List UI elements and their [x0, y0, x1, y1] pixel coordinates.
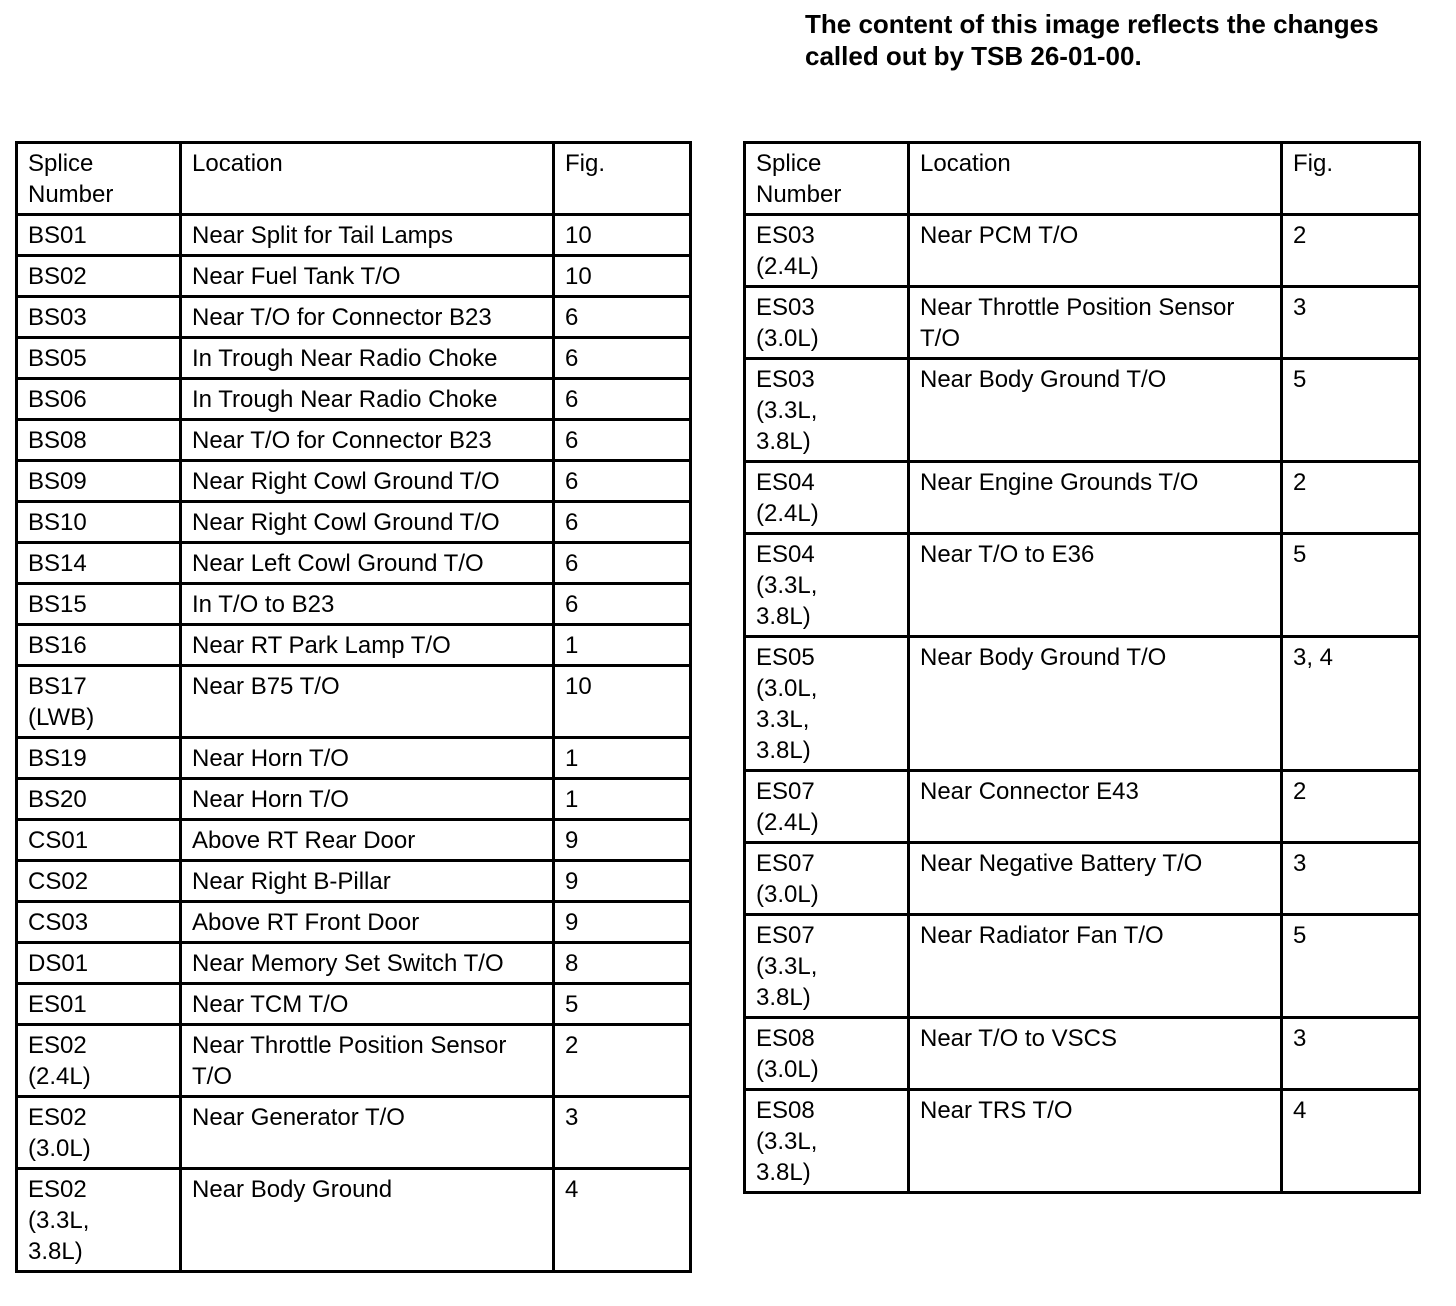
splice-number-cell-text: BS02 [28, 263, 87, 290]
splice-number-cell-text: BS01 [28, 222, 87, 249]
fig-cell [1282, 1018, 1420, 1090]
fig-cell [1282, 215, 1420, 287]
splice-number-cell-text: BS19 [28, 745, 87, 772]
splice-number-cell [745, 1090, 909, 1193]
splice-number-cell [745, 843, 909, 915]
table-row [745, 462, 1420, 534]
table-row [17, 625, 691, 666]
location-cell [181, 666, 554, 738]
location-cell-text: Near Body Ground T/O [920, 366, 1167, 393]
location-cell [909, 215, 1282, 287]
location-cell [181, 338, 554, 379]
splice-number-cell [17, 461, 181, 502]
splice-number-cell-text: BS20 [28, 786, 87, 813]
location-cell-text: Near PCM T/O [920, 222, 1079, 249]
table-row [745, 843, 1420, 915]
splice-number-cell [17, 820, 181, 861]
table-row [745, 534, 1420, 637]
table-row [17, 1169, 691, 1272]
location-cell-text: Near T/O to VSCS [920, 1025, 1117, 1052]
location-cell [181, 420, 554, 461]
table-row [17, 543, 691, 584]
fig-cell [554, 543, 691, 584]
location-cell [909, 915, 1282, 1018]
splice-number-cell [17, 1097, 181, 1169]
splice-number-cell-text: ES04 (2.4L) [756, 469, 819, 527]
fig-cell [554, 461, 691, 502]
fig-cell [554, 1097, 691, 1169]
table-row [17, 984, 691, 1025]
location-cell-text: In Trough Near Radio Choke [192, 386, 498, 413]
table-row [17, 215, 691, 256]
table-row [745, 915, 1420, 1018]
fig-cell-text: 9 [565, 868, 579, 895]
splice-number-cell-text: BS14 [28, 550, 87, 577]
location-cell [181, 584, 554, 625]
fig-cell [554, 215, 691, 256]
fig-cell-text: 9 [565, 827, 579, 854]
header-location-label: Location [192, 150, 283, 177]
location-cell [909, 637, 1282, 771]
splice-number-cell-text: ES08 (3.0L) [756, 1025, 819, 1083]
location-cell-text: Near Split for Tail Lamps [192, 222, 453, 249]
fig-cell-text: 10 [565, 222, 592, 249]
fig-cell [554, 779, 691, 820]
splice-number-cell [17, 902, 181, 943]
fig-cell-text: 5 [565, 991, 579, 1018]
splice-number-cell [17, 297, 181, 338]
location-cell [909, 287, 1282, 359]
splice-number-cell-text: BS03 [28, 304, 87, 331]
table-row [17, 820, 691, 861]
header-splice-number [17, 143, 181, 215]
splice-number-cell [17, 779, 181, 820]
fig-cell-text: 2 [565, 1032, 579, 1059]
table-header-row [17, 143, 691, 215]
table-row [745, 287, 1420, 359]
location-cell [181, 779, 554, 820]
splice-number-cell-text: ES02 (3.0L) [28, 1104, 91, 1162]
fig-cell [554, 738, 691, 779]
table-row [17, 1097, 691, 1169]
header-fig [554, 143, 691, 215]
splice-number-cell-text: BS05 [28, 345, 87, 372]
location-cell-text: Near Connector E43 [920, 778, 1139, 805]
fig-cell [554, 256, 691, 297]
fig-cell-text: 6 [565, 468, 579, 495]
splice-number-cell [17, 738, 181, 779]
location-cell [909, 1018, 1282, 1090]
fig-cell [1282, 534, 1420, 637]
location-cell-text: Near Left Cowl Ground T/O [192, 550, 484, 577]
splice-number-cell-text: ES07 (3.0L) [756, 850, 819, 908]
fig-cell [1282, 637, 1420, 771]
table-row [17, 502, 691, 543]
fig-cell-text: 3 [1293, 850, 1307, 877]
header-fig-label: Fig. [1293, 150, 1334, 177]
splice-number-cell-text: CS03 [28, 909, 89, 936]
location-cell [181, 215, 554, 256]
location-cell [181, 902, 554, 943]
location-cell [181, 984, 554, 1025]
header-location-label: Location [920, 150, 1011, 177]
location-cell-text: Near T/O for Connector B23 [192, 304, 492, 331]
location-cell [181, 379, 554, 420]
fig-cell-text: 2 [1293, 778, 1307, 805]
fig-cell-text: 1 [565, 632, 579, 659]
location-cell [181, 738, 554, 779]
location-cell-text: Near Memory Set Switch T/O [192, 950, 504, 977]
fig-cell-text: 3 [1293, 1025, 1307, 1052]
splice-number-cell-text: ES05 (3.0L, 3.3L, 3.8L) [756, 644, 818, 764]
fig-cell-text: 8 [565, 950, 579, 977]
location-cell-text: Above RT Front Door [192, 909, 420, 936]
location-cell [909, 1090, 1282, 1193]
splice-number-cell-text: ES03 (2.4L) [756, 222, 819, 280]
table-row [17, 338, 691, 379]
fig-cell-text: 6 [565, 591, 579, 618]
fig-cell-text: 2 [1293, 222, 1307, 249]
location-cell-text: Near Horn T/O [192, 786, 349, 813]
location-cell [181, 943, 554, 984]
location-cell [181, 1169, 554, 1272]
splice-number-cell [17, 379, 181, 420]
splice-number-cell [17, 256, 181, 297]
location-cell [181, 461, 554, 502]
fig-cell-text: 10 [565, 673, 592, 700]
location-cell-text: Near Right B-Pillar [192, 868, 391, 895]
table-row [745, 1090, 1420, 1193]
fig-cell-text: 6 [565, 304, 579, 331]
location-cell [909, 534, 1282, 637]
fig-cell [554, 1169, 691, 1272]
fig-cell [1282, 843, 1420, 915]
location-cell [181, 820, 554, 861]
splice-number-cell-text: BS09 [28, 468, 87, 495]
location-cell [909, 771, 1282, 843]
header-fig [1282, 143, 1420, 215]
fig-cell [554, 297, 691, 338]
fig-cell [554, 379, 691, 420]
splice-number-cell [17, 420, 181, 461]
splice-number-cell [17, 861, 181, 902]
fig-cell [554, 984, 691, 1025]
location-cell [909, 359, 1282, 462]
splice-number-cell [745, 359, 909, 462]
splice-number-cell [17, 1025, 181, 1097]
location-cell-text: Near Right Cowl Ground T/O [192, 468, 500, 495]
location-cell [181, 861, 554, 902]
splice-number-cell-text: ES07 (3.3L, 3.8L) [756, 922, 818, 1011]
location-cell [181, 543, 554, 584]
fig-cell [554, 584, 691, 625]
splice-number-cell-text: ES07 (2.4L) [756, 778, 819, 836]
splice-number-cell [745, 1018, 909, 1090]
table-row [745, 637, 1420, 771]
fig-cell [554, 820, 691, 861]
fig-cell-text: 6 [565, 509, 579, 536]
splice-number-cell-text: BS16 [28, 632, 87, 659]
location-cell [181, 1025, 554, 1097]
location-cell [909, 843, 1282, 915]
splice-number-cell-text: BS10 [28, 509, 87, 536]
fig-cell-text: 1 [565, 786, 579, 813]
splice-number-cell [17, 625, 181, 666]
splice-table-right [743, 141, 1421, 1194]
table-header-row [745, 143, 1420, 215]
fig-cell-text: 5 [1293, 366, 1307, 393]
header-splice-label: Splice Number [756, 150, 842, 208]
fig-cell [554, 861, 691, 902]
location-cell [181, 502, 554, 543]
fig-cell [1282, 771, 1420, 843]
fig-cell-text: 6 [565, 427, 579, 454]
splice-number-cell [17, 943, 181, 984]
location-cell-text: In Trough Near Radio Choke [192, 345, 498, 372]
location-cell-text: Near Throttle Position Sensor T/O [920, 294, 1235, 352]
splice-number-cell [745, 215, 909, 287]
fig-cell [554, 666, 691, 738]
table-row [17, 584, 691, 625]
location-cell-text: In T/O to B23 [192, 591, 335, 618]
table-row [17, 738, 691, 779]
fig-cell [554, 943, 691, 984]
location-cell [181, 256, 554, 297]
table-row [17, 420, 691, 461]
location-cell-text: Near Engine Grounds T/O [920, 469, 1199, 496]
fig-cell-text: 4 [1293, 1097, 1307, 1124]
fig-cell-text: 10 [565, 263, 592, 290]
splice-number-cell-text: BS17 (LWB) [28, 673, 95, 731]
splice-number-cell [17, 215, 181, 256]
table-row [745, 215, 1420, 287]
location-cell [181, 297, 554, 338]
splice-number-cell [17, 1169, 181, 1272]
splice-number-cell-text: CS01 [28, 827, 89, 854]
splice-number-cell-text: ES03 (3.3L, 3.8L) [756, 366, 818, 455]
splice-number-cell-text: ES02 (3.3L, 3.8L) [28, 1176, 90, 1265]
splice-number-cell [17, 502, 181, 543]
table-row [745, 1018, 1420, 1090]
table-row [17, 779, 691, 820]
location-cell-text: Near TRS T/O [920, 1097, 1073, 1124]
location-cell-text: Near TCM T/O [192, 991, 349, 1018]
fig-cell-text: 3 [1293, 294, 1307, 321]
header-splice-number [745, 143, 909, 215]
location-cell-text: Near Throttle Position Sensor T/O [192, 1032, 507, 1090]
table-row [17, 902, 691, 943]
location-cell-text: Above RT Rear Door [192, 827, 416, 854]
header-splice-label: Splice Number [28, 150, 114, 208]
fig-cell [1282, 915, 1420, 1018]
fig-cell-text: 3 [565, 1104, 579, 1131]
header-location [909, 143, 1282, 215]
table-row [745, 771, 1420, 843]
splice-number-cell-text: BS15 [28, 591, 87, 618]
splice-number-cell-text: BS08 [28, 427, 87, 454]
location-cell-text: Near B75 T/O [192, 673, 340, 700]
splice-number-cell-text: ES03 (3.0L) [756, 294, 819, 352]
splice-number-cell-text: ES02 (2.4L) [28, 1032, 91, 1090]
location-cell-text: Near Body Ground [192, 1176, 393, 1203]
fig-cell-text: 3, 4 [1293, 644, 1334, 671]
fig-cell-text: 5 [1293, 922, 1307, 949]
fig-cell [1282, 462, 1420, 534]
table-row [17, 666, 691, 738]
splice-number-cell [17, 666, 181, 738]
fig-cell-text: 4 [565, 1176, 579, 1203]
table-row [17, 256, 691, 297]
location-cell [909, 462, 1282, 534]
location-cell-text: Near Fuel Tank T/O [192, 263, 401, 290]
fig-cell-text: 9 [565, 909, 579, 936]
fig-cell-text: 6 [565, 550, 579, 577]
table-row [17, 297, 691, 338]
table-row [17, 379, 691, 420]
splice-number-cell [17, 338, 181, 379]
fig-cell [1282, 359, 1420, 462]
splice-number-cell-text: ES08 (3.3L, 3.8L) [756, 1097, 818, 1186]
splice-number-cell-text: CS02 [28, 868, 89, 895]
fig-cell [554, 902, 691, 943]
location-cell [181, 625, 554, 666]
splice-number-cell [745, 771, 909, 843]
table-row [17, 461, 691, 502]
splice-number-cell-text: DS01 [28, 950, 89, 977]
splice-number-cell [17, 543, 181, 584]
fig-cell [554, 420, 691, 461]
splice-number-cell-text: ES01 [28, 991, 87, 1018]
location-cell-text: Near Horn T/O [192, 745, 349, 772]
splice-table-left [15, 141, 692, 1273]
fig-cell [1282, 287, 1420, 359]
fig-cell-text: 5 [1293, 541, 1307, 568]
location-cell-text: Near Negative Battery T/O [920, 850, 1203, 877]
splice-number-cell [745, 534, 909, 637]
header-fig-label: Fig. [565, 150, 606, 177]
splice-number-cell [745, 637, 909, 771]
fig-cell [554, 502, 691, 543]
table-row [17, 1025, 691, 1097]
location-cell-text: Near T/O to E36 [920, 541, 1095, 568]
header-location [181, 143, 554, 215]
location-cell [181, 1097, 554, 1169]
splice-number-cell-text: BS06 [28, 386, 87, 413]
splice-number-cell [17, 984, 181, 1025]
splice-number-cell [745, 287, 909, 359]
fig-cell [1282, 1090, 1420, 1193]
table-row [17, 861, 691, 902]
splice-number-cell [745, 462, 909, 534]
location-cell-text: Near Body Ground T/O [920, 644, 1167, 671]
table-row [745, 359, 1420, 462]
location-cell-text: Near Right Cowl Ground T/O [192, 509, 500, 536]
fig-cell [554, 625, 691, 666]
location-cell-text: Near RT Park Lamp T/O [192, 632, 451, 659]
splice-number-cell [17, 584, 181, 625]
fig-cell-text: 6 [565, 345, 579, 372]
fig-cell [554, 1025, 691, 1097]
location-cell-text: Near Radiator Fan T/O [920, 922, 1164, 949]
tsb-note: The content of this image reflects the changes called out by TSB 26-01-00. [805, 9, 1379, 71]
fig-cell [554, 338, 691, 379]
splice-number-cell-text: ES04 (3.3L, 3.8L) [756, 541, 818, 630]
splice-number-cell [745, 915, 909, 1018]
location-cell-text: Near T/O for Connector B23 [192, 427, 492, 454]
fig-cell-text: 1 [565, 745, 579, 772]
location-cell-text: Near Generator T/O [192, 1104, 405, 1131]
fig-cell-text: 6 [565, 386, 579, 413]
table-row [17, 943, 691, 984]
fig-cell-text: 2 [1293, 469, 1307, 496]
